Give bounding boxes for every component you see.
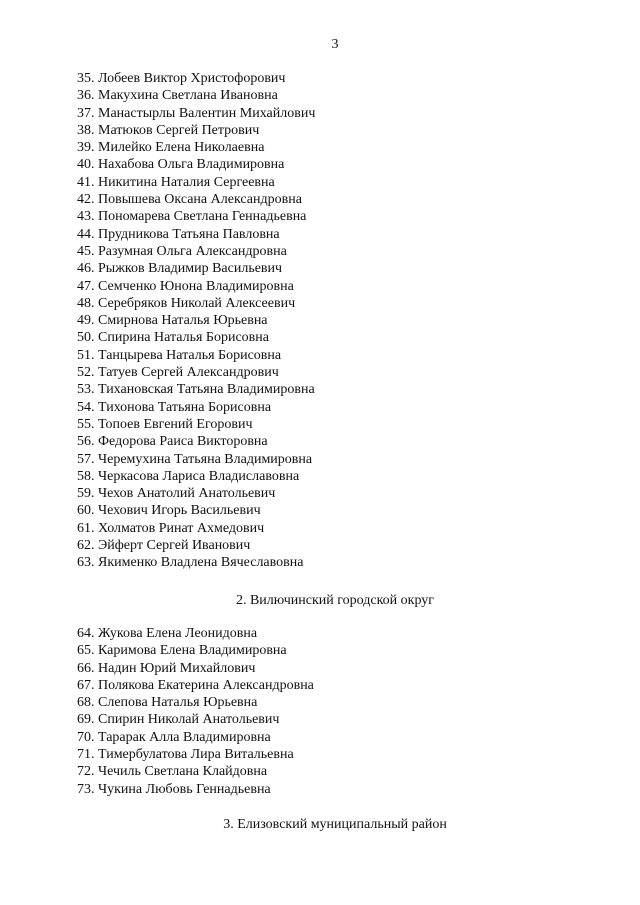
list-item-number: 46.	[77, 261, 95, 277]
list-item	[77, 416, 315, 433]
list-item-name: Серебряков Николай Алексеевич	[98, 295, 296, 311]
list-item	[77, 191, 315, 208]
list-item-number: 36.	[77, 88, 95, 104]
list-item-number: 39.	[77, 140, 95, 156]
list-item-name: Пономарева Светлана Геннадьевна	[98, 209, 307, 225]
list-item	[77, 156, 315, 173]
list-item-number: 64.	[77, 626, 95, 641]
list-item-number: 69.	[77, 712, 95, 728]
list-item	[77, 625, 314, 642]
list-item	[77, 312, 315, 329]
list-item-name: Рыжков Владимир Васильевич	[98, 261, 283, 277]
list-item-number: 61.	[77, 520, 95, 536]
list-item-number: 57.	[77, 451, 95, 467]
list-item-number: 53.	[77, 382, 95, 398]
section-heading-elizovo: 3. Елизовский муниципальный район	[223, 817, 447, 832]
list-item	[77, 139, 315, 156]
list-item-number: 58.	[77, 468, 95, 484]
list-item-name: Никитина Наталия Сергеевна	[98, 174, 275, 190]
list-item-number: 60.	[77, 503, 95, 519]
list-item-name: Смирнова Наталья Юрьевна	[98, 313, 268, 329]
list-item	[77, 485, 315, 502]
list-item	[77, 660, 314, 677]
list-item	[77, 381, 315, 398]
list-item-name: Тихановская Татьяна Владимировна	[98, 382, 315, 398]
list-item-number: 47.	[77, 278, 95, 294]
list-item-number: 41.	[77, 174, 95, 190]
list-item	[77, 260, 315, 277]
list-item-name: Полякова Екатерина Александровна	[98, 677, 314, 693]
name-list-1	[77, 70, 315, 572]
list-item-name: Прудникова Татьяна Павловна	[98, 226, 280, 242]
list-item-name: Танцырева Наталья Борисовна	[98, 347, 282, 363]
list-item	[77, 502, 315, 519]
list-item	[77, 520, 315, 537]
list-item-number: 62.	[77, 538, 95, 554]
list-item-name: Семченко Юнона Владимировна	[98, 278, 294, 294]
list-item-name: Повышева Оксана Александровна	[98, 192, 302, 208]
list-item-number: 71.	[77, 747, 95, 763]
list-item-name: Федорова Раиса Викторовна	[98, 434, 268, 450]
list-item	[77, 105, 315, 122]
list-item-number: 49.	[77, 313, 95, 329]
list-item-number: 51.	[77, 347, 95, 363]
list-item	[77, 364, 315, 381]
list-item-number: 73.	[77, 781, 95, 797]
list-item-name: Тимербулатова Лира Витальевна	[98, 747, 294, 763]
list-item	[77, 694, 314, 711]
list-item-number: 56.	[77, 434, 95, 450]
list-item	[77, 226, 315, 243]
section-heading-vilyuchinsk: 2. Вилючинский городской округ	[235, 593, 435, 608]
list-item-number: 63.	[77, 555, 95, 571]
list-item-name: Лобеев Виктор Христофорович	[98, 71, 286, 86]
list-item-number: 66.	[77, 660, 95, 676]
list-item-name: Манастырлы Валентин Михайлович	[98, 105, 316, 121]
list-item-number: 52.	[77, 365, 95, 381]
list-item-name: Чечиль Светлана Клайдовна	[98, 764, 268, 780]
list-item	[77, 208, 315, 225]
list-item-name: Тихонова Татьяна Борисовна	[98, 399, 272, 415]
list-item-number: 54.	[77, 399, 95, 415]
list-item-name: Якименко Владлена Вячеславовна	[98, 555, 304, 571]
list-item	[77, 174, 315, 191]
list-item	[77, 781, 314, 798]
list-item-name: Нахабова Ольга Владимировна	[98, 157, 285, 173]
list-item	[77, 87, 315, 104]
list-item-number: 38.	[77, 122, 95, 138]
list-item	[77, 329, 315, 346]
list-item-name: Черемухина Татьяна Владимировна	[98, 451, 313, 467]
list-item	[77, 433, 315, 450]
list-item	[77, 642, 314, 659]
list-item	[77, 70, 315, 87]
list-item	[77, 711, 314, 728]
list-item-number: 70.	[77, 729, 95, 745]
list-item-number: 43.	[77, 209, 95, 225]
list-item-name: Макухина Светлана Ивановна	[98, 88, 278, 104]
list-item-number: 37.	[77, 105, 95, 121]
list-item-name: Чехов Анатолий Анатольевич	[98, 486, 276, 502]
list-item-number: 68.	[77, 695, 95, 711]
list-item-number: 59.	[77, 486, 95, 502]
list-item-number: 44.	[77, 226, 95, 242]
list-item-name: Слепова Наталья Юрьевна	[98, 695, 258, 711]
list-item-name: Топоев Евгений Егорович	[98, 416, 253, 432]
list-item-name: Черкасова Лариса Владиславовна	[98, 468, 300, 484]
list-item-number: 42.	[77, 192, 95, 208]
list-item-number: 45.	[77, 243, 95, 259]
list-item-name: Холматов Ринат Ахмедович	[98, 520, 265, 536]
name-list-2	[77, 625, 314, 798]
list-item	[77, 243, 315, 260]
list-item	[77, 468, 315, 485]
list-item-name: Чукина Любовь Геннадьевна	[98, 781, 271, 797]
list-item-name: Жукова Елена Леонидовна	[98, 626, 258, 641]
list-item-number: 72.	[77, 764, 95, 780]
list-item	[77, 763, 314, 780]
list-item-name: Чехович Игорь Васильевич	[98, 503, 261, 519]
list-item-number: 35.	[77, 71, 95, 86]
list-item	[77, 278, 315, 295]
list-item-name: Спирина Наталья Борисовна	[98, 330, 269, 346]
list-item	[77, 729, 314, 746]
list-item-name: Каримова Елена Владимировна	[98, 643, 287, 659]
list-item-name: Милейко Елена Николаевна	[98, 140, 265, 156]
list-item-number: 50.	[77, 330, 95, 346]
list-item-name: Тарарак Алла Владимировна	[98, 729, 271, 745]
list-item	[77, 554, 315, 571]
list-item	[77, 451, 315, 468]
list-item-number: 67.	[77, 677, 95, 693]
list-item	[77, 347, 315, 364]
list-item	[77, 746, 314, 763]
list-item-number: 65.	[77, 643, 95, 659]
page-number: 3	[331, 37, 339, 52]
list-item-name: Матюков Сергей Петрович	[98, 122, 260, 138]
list-item-name: Разумная Ольга Александровна	[98, 243, 287, 259]
list-item-number: 55.	[77, 416, 95, 432]
list-item	[77, 122, 315, 139]
list-item-name: Спирин Николай Анатольевич	[98, 712, 280, 728]
list-item-name: Эйферт Сергей Иванович	[98, 538, 251, 554]
list-item-number: 40.	[77, 157, 95, 173]
list-item	[77, 399, 315, 416]
list-item-name: Татуев Сергей Александрович	[98, 365, 279, 381]
list-item	[77, 537, 315, 554]
list-item	[77, 677, 314, 694]
list-item-number: 48.	[77, 295, 95, 311]
list-item-name: Надин Юрий Михайлович	[98, 660, 256, 676]
list-item	[77, 295, 315, 312]
